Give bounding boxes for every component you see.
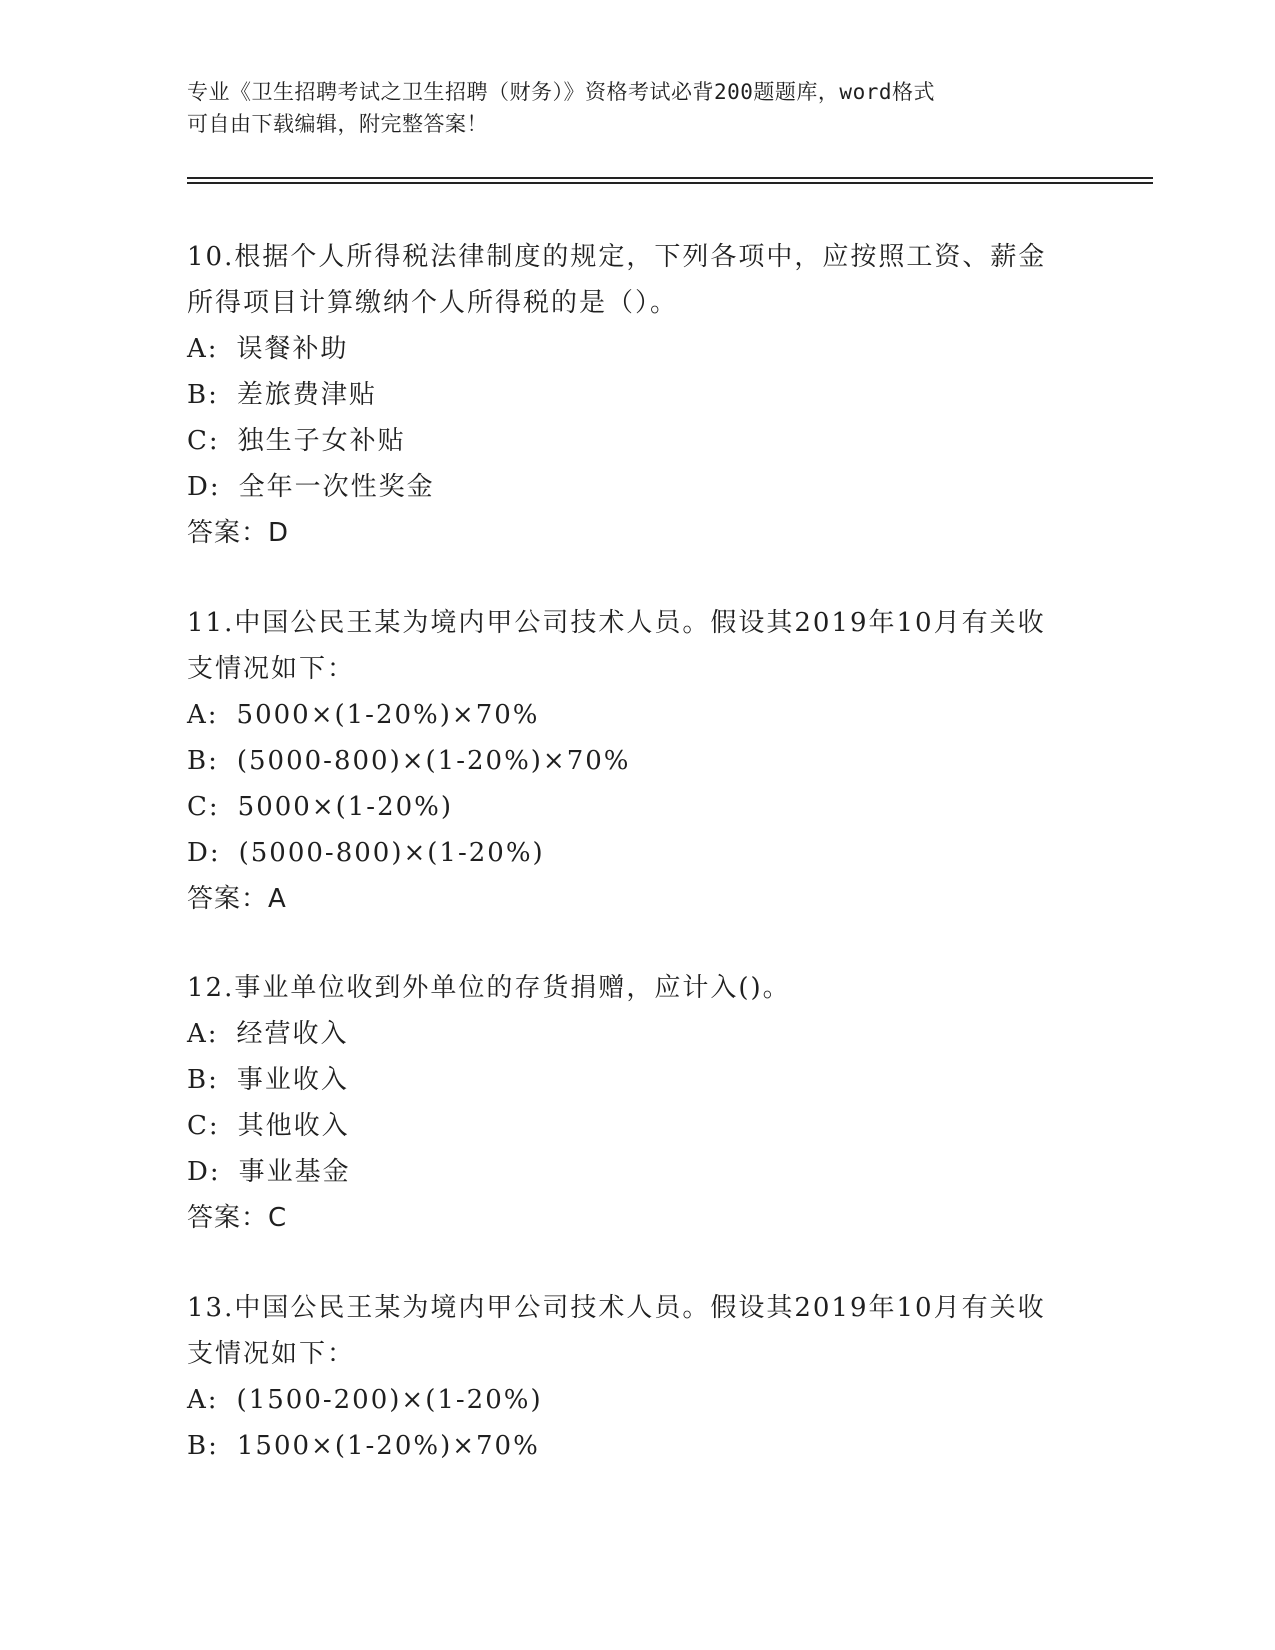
header-line-2: 可自由下载编辑，附完整答案！	[187, 112, 488, 136]
option-key: D:	[187, 472, 221, 502]
option-key: B:	[187, 746, 219, 776]
option-key: B:	[187, 1065, 219, 1095]
option-c	[187, 784, 1087, 830]
option-text: (5000-800)×(1-20%)	[238, 838, 545, 868]
option-text: 全年一次性奖金	[238, 472, 435, 502]
option-key: B:	[187, 1431, 219, 1461]
option-b	[187, 738, 1087, 784]
header-divider-bottom	[187, 182, 1153, 184]
option-c	[187, 1103, 1087, 1149]
question-11	[187, 600, 1087, 922]
option-c	[187, 418, 1087, 464]
question-text-line-2: 支情况如下：	[187, 654, 356, 684]
option-b	[187, 1423, 1087, 1469]
document-header	[187, 76, 1087, 140]
question-text-line-1: 12.事业单位收到外单位的存货捐赠，应计入()。	[187, 973, 791, 1003]
option-text: 5000×(1-20%)×70%	[236, 700, 540, 730]
header-line-1: 专业《卫生招聘考试之卫生招聘（财务）》资格考试必背200题题库，word格式	[187, 80, 935, 104]
option-d	[187, 1149, 1087, 1195]
question-10	[187, 234, 1087, 556]
option-text: 事业收入	[236, 1065, 349, 1095]
option-text: 1500×(1-20%)×70%	[236, 1431, 540, 1461]
option-key: A:	[187, 1385, 219, 1415]
option-key: D:	[187, 1157, 221, 1187]
option-text: 其他收入	[237, 1111, 350, 1141]
option-key: C:	[187, 426, 220, 456]
option-key: A:	[187, 1019, 219, 1049]
option-text: 5000×(1-20%)	[237, 792, 454, 822]
option-key: A:	[187, 700, 219, 730]
header-divider-top	[187, 177, 1153, 179]
option-b	[187, 1057, 1087, 1103]
question-text-line-1: 13.中国公民王某为境内甲公司技术人员。假设其2019年10月有关收	[187, 1293, 1046, 1323]
option-key: B:	[187, 380, 219, 410]
option-a	[187, 1011, 1087, 1057]
question-text-line-2: 所得项目计算缴纳个人所得税的是（）。	[187, 288, 679, 318]
answer-line: 答案：D	[187, 518, 290, 548]
option-key: C:	[187, 792, 220, 822]
option-b	[187, 372, 1087, 418]
answer-line: 答案：C	[187, 1203, 288, 1233]
option-key: D:	[187, 838, 221, 868]
option-text: 误餐补助	[236, 334, 349, 364]
option-a	[187, 692, 1087, 738]
question-text-line-1: 10.根据个人所得税法律制度的规定，下列各项中，应按照工资、薪金	[187, 242, 1047, 272]
option-text: (1500-200)×(1-20%)	[236, 1385, 543, 1415]
question-text-line-2: 支情况如下：	[187, 1339, 356, 1369]
option-d	[187, 830, 1087, 876]
option-key: C:	[187, 1111, 220, 1141]
option-d	[187, 464, 1087, 510]
option-text: 独生子女补贴	[237, 426, 406, 456]
option-text: (5000-800)×(1-20%)×70%	[236, 746, 631, 776]
option-text: 经营收入	[236, 1019, 349, 1049]
option-key: A:	[187, 334, 219, 364]
answer-line: 答案：A	[187, 884, 287, 914]
option-text: 事业基金	[238, 1157, 351, 1187]
question-12	[187, 965, 1087, 1241]
question-text-line-1: 11.中国公民王某为境内甲公司技术人员。假设其2019年10月有关收	[187, 608, 1046, 638]
option-a	[187, 326, 1087, 372]
option-a	[187, 1377, 1087, 1423]
question-13	[187, 1285, 1087, 1469]
option-text: 差旅费津贴	[236, 380, 377, 410]
